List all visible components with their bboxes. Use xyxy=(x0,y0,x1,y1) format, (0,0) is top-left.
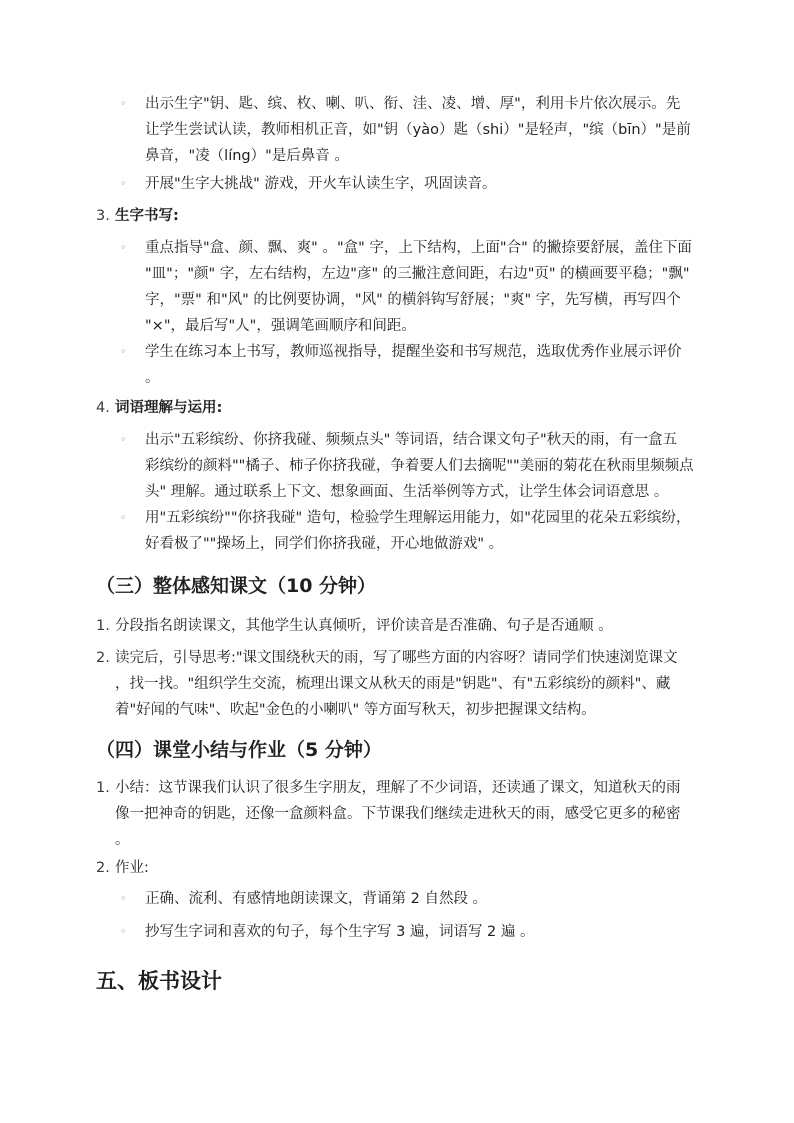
list-item xyxy=(120,171,700,197)
item-text xyxy=(115,645,701,723)
text-line: 分段指名朗读课文，其他学生认真倾听，评价读音是否准确、句子是否通顺 。 xyxy=(115,618,613,634)
text-line: 出示"五彩缤纷、你挤我碰、频频点头" 等词语，结合课文句子"秋天的雨，有一盒五 xyxy=(145,432,678,448)
list-item-text xyxy=(145,91,700,169)
list-item-text xyxy=(145,919,700,945)
numbered-heading xyxy=(96,203,701,229)
item-text xyxy=(115,775,701,853)
item-text xyxy=(115,613,701,639)
bullet-icon: ◦ xyxy=(120,892,127,905)
bullet-icon: ◦ xyxy=(120,345,127,358)
text-line: 开展"生字大挑战" 游戏，开火车认读生字，巩固读音。 xyxy=(145,176,497,192)
text-line: 彩缤纷的颜料""橘子、柿子你挤我碰，争着要人们去摘呢""美丽的菊花在秋雨里频频点 xyxy=(145,458,694,474)
text-line: 鼻音，"凌（líng）"是后鼻音 。 xyxy=(145,148,349,164)
item-number: 1. xyxy=(96,618,110,634)
text-line: 小结：这节课我们认识了很多生字朋友，理解了不少词语，还读通了课文，知道秋天的雨 xyxy=(115,780,681,796)
list-item xyxy=(120,339,700,391)
list-item xyxy=(120,427,700,505)
text-line: 抄写生字词和喜欢的句子，每个生字写 3 遍，词语写 2 遍 。 xyxy=(145,924,535,940)
list-item xyxy=(120,919,700,945)
numbered-item xyxy=(96,855,701,881)
text-line: ，找一找。"组织学生交流，梳理出课文从秋天的雨是"钥匙"、有"五彩缤纷的颜料"、藏 xyxy=(115,676,671,692)
item-number: 3. xyxy=(96,208,110,224)
list-item-text xyxy=(145,427,700,505)
text-line: 字，"票" 和"风" 的比例要协调，"风" 的横斜钩写舒展；"爽" 字，先写横，再写四个 xyxy=(145,292,681,308)
bullet-icon: ◦ xyxy=(120,511,127,524)
section-heading: （三）整体感知课文（10 分钟） xyxy=(96,575,377,597)
text-line: "×"，最后写"人"，强调笔画顺序和间距。 xyxy=(145,318,416,334)
list-item xyxy=(120,886,700,912)
text-line: 重点指导"盒、颜、飘、爽" 。"盒" 字，上下结构，上面"合" 的撇捺要舒展，盖住下面 xyxy=(145,240,692,256)
text-line: 作业: xyxy=(115,860,149,876)
text-line: 。 xyxy=(115,832,130,848)
text-line: 着"好闻的气味"、吹起"金色的小喇叭" 等方面写秋天，初步把握课文结构。 xyxy=(115,702,596,718)
list-item-text xyxy=(145,235,700,339)
bullet-icon: ◦ xyxy=(120,433,127,446)
bullet-icon: ◦ xyxy=(120,97,127,110)
list-item-text xyxy=(145,886,700,912)
text-line: 。 xyxy=(145,370,160,386)
list-item xyxy=(120,505,700,557)
text-line: 用"五彩缤纷""你挤我碰" 造句，检验学生理解运用能力，如"花园里的花朵五彩缤纷， xyxy=(145,510,691,526)
text-line: 正确、流利、有感情地朗读课文，背诵第 2 自然段 。 xyxy=(145,891,488,907)
text-line: 像一把神奇的钥匙，还像一盒颜料盒。下节课我们继续走进秋天的雨，感受它更多的秘密 xyxy=(115,806,681,822)
item-title: 生字书写: xyxy=(115,208,179,224)
text-line: 好看极了""操场上，同学们你挤我碰，开心地做游戏" 。 xyxy=(145,536,504,552)
item-text xyxy=(115,855,701,881)
list-item-text xyxy=(145,505,700,557)
text-line: 出示生字"钥、匙、缤、枚、喇、叭、衔、洼、凌、增、厚"，利用卡片依次展示。先 xyxy=(145,96,681,112)
numbered-item xyxy=(96,613,701,639)
numbered-heading xyxy=(96,395,701,421)
list-item xyxy=(120,235,700,339)
text-line: "皿"；"颜" 字，左右结构，左边"彦" 的三撇注意间距，右边"页" 的横画要平稳；"飘" xyxy=(145,266,690,282)
section-heading: （四）课堂小结与作业（5 分钟） xyxy=(96,739,382,761)
bullet-icon: ◦ xyxy=(120,925,127,938)
item-title: 词语理解与运用: xyxy=(115,400,223,416)
numbered-item xyxy=(96,775,701,853)
list-item-text xyxy=(145,339,700,391)
item-number: 2. xyxy=(96,860,110,876)
item-number: 2. xyxy=(96,650,110,666)
bullet-icon: ◦ xyxy=(120,177,127,190)
numbered-item xyxy=(96,645,701,723)
list-item-text xyxy=(145,171,700,197)
text-line: 让学生尝试认读，教师相机正音，如"钥（yào）匙（shi）"是轻声，"缤（bīn）"是前 xyxy=(145,122,691,138)
list-item xyxy=(120,91,700,169)
item-number: 1. xyxy=(96,780,110,796)
text-line: 学生在练习本上书写，教师巡视指导，提醒坐姿和书写规范，选取优秀作业展示评价 xyxy=(145,344,682,360)
item-number: 4. xyxy=(96,400,110,416)
text-line: 读完后，引导思考:"课文围绕秋天的雨，写了哪些方面的内容呀？请同学们快速浏览课文 xyxy=(115,650,678,666)
chapter-heading: 五、板书设计 xyxy=(96,969,222,993)
bullet-icon: ◦ xyxy=(120,241,127,254)
text-line: 头" 理解。通过联系上下文、想象画面、生活举例等方式，让学生体会词语意思 。 xyxy=(145,484,669,500)
